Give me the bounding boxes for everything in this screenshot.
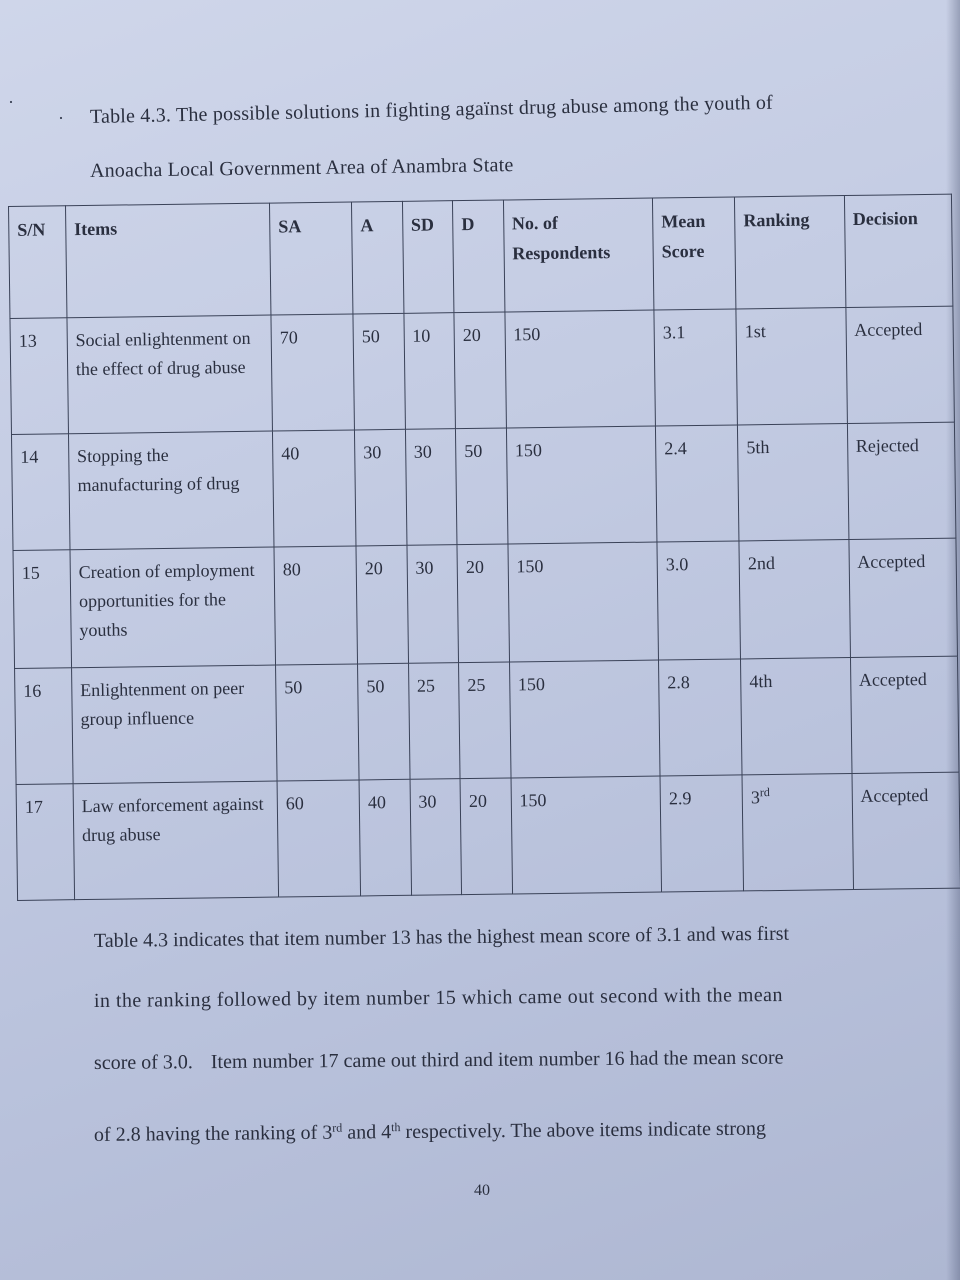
cell-item: Creation of employment opportunities for the youths	[70, 547, 276, 668]
cell-sd: 10	[404, 313, 456, 430]
paragraph-line-4	[94, 1118, 766, 1147]
cell-sn: 14	[11, 434, 69, 551]
results-table	[8, 194, 960, 901]
ranking-suffix: rd	[759, 785, 770, 800]
superscript-rd: rd	[332, 1120, 343, 1135]
paragraph-line-3-part-a: score of 3.0.	[93, 1051, 193, 1074]
table-header-row	[9, 194, 953, 318]
header-respondents-line-1: No. of	[511, 212, 559, 234]
table-row	[10, 306, 954, 434]
cell-decision: Accepted	[845, 306, 954, 423]
table-caption-line-2: Anoacha Local Government Area of Anambra State	[89, 154, 514, 182]
header-mean-line-1: Mean	[661, 210, 706, 232]
header-sd: SD	[402, 201, 454, 314]
cell-a: 50	[358, 663, 410, 780]
paragraph-line-4-part-c: respectively. The above items indicate strong	[400, 1117, 767, 1144]
cell-respondents: 150	[506, 426, 657, 544]
cell-sd: 30	[405, 429, 457, 546]
cell-ranking	[741, 658, 852, 775]
stray-dot: ·	[8, 92, 14, 112]
cell-respondents: 150	[508, 542, 659, 662]
cell-sa: 50	[276, 664, 360, 781]
cell-item: Social enlightenment on the effect of drug abuse	[67, 315, 273, 434]
table-row	[16, 772, 960, 900]
ranking-value: 1st	[744, 321, 766, 342]
cell-mean: 3.0	[657, 541, 741, 660]
paragraph-line-3	[94, 1047, 784, 1075]
paragraph-line-4-part-b: and 4	[342, 1121, 392, 1144]
cell-sn: 17	[16, 784, 74, 901]
table-caption-line-1: Table 4.3. The possible solutions in fighting agaïnst drug abuse among the youth of	[89, 91, 774, 128]
cell-respondents: 150	[505, 310, 656, 428]
stray-dot: ·	[58, 108, 64, 128]
cell-a: 20	[356, 545, 408, 664]
cell-sn: 15	[13, 550, 71, 669]
cell-d: 20	[460, 778, 512, 895]
header-mean-score	[653, 197, 737, 310]
cell-ranking	[742, 774, 853, 891]
paragraph-line-4-part-a: of 2.8 having the ranking of 3	[93, 1121, 333, 1146]
header-ranking: Ranking	[735, 196, 846, 309]
cell-sd: 30	[407, 545, 459, 664]
paragraph-line-1: Table 4.3 indicates that item number 13 has the highest mean score of 3.1 and was first	[93, 922, 790, 952]
cell-a: 50	[353, 313, 405, 430]
cell-sa: 60	[277, 780, 361, 897]
cell-item: Law enforcement against drug abuse	[73, 781, 279, 900]
ranking-value: 2nd	[747, 552, 776, 574]
cell-decision: Accepted	[852, 772, 960, 889]
results-table-wrapper	[8, 194, 960, 901]
cell-sd: 30	[410, 779, 462, 896]
cell-d: 50	[456, 428, 508, 545]
cell-item: Enlightenment on peer group influence	[71, 665, 277, 784]
cell-sa: 80	[274, 546, 358, 665]
ranking-value: 5th	[746, 437, 770, 458]
cell-ranking	[739, 540, 850, 659]
cell-d: 20	[457, 544, 509, 663]
header-sa: SA	[269, 202, 353, 315]
cell-mean: 2.4	[655, 425, 739, 542]
paragraph-line-2: in the ranking followed by item number 15 which came out second with the mean	[93, 983, 784, 1012]
header-decision: Decision	[844, 194, 953, 307]
header-sn: S/N	[9, 206, 67, 319]
cell-a: 30	[355, 429, 407, 546]
cell-item: Stopping the manufacturing of drug	[68, 431, 274, 550]
cell-decision: Rejected	[847, 422, 956, 539]
cell-d: 20	[454, 312, 506, 429]
header-a: A	[352, 201, 404, 314]
cell-decision: Accepted	[850, 656, 959, 773]
cell-sn: 13	[10, 318, 68, 435]
ranking-value: 3	[750, 787, 761, 808]
cell-d: 25	[459, 662, 511, 779]
superscript-th: th	[391, 1120, 401, 1135]
header-respondents	[503, 198, 654, 312]
cell-respondents: 150	[509, 660, 660, 778]
cell-mean: 2.8	[659, 659, 743, 776]
header-mean-line-2: Score	[661, 240, 705, 262]
cell-respondents: 150	[511, 776, 662, 894]
cell-a: 40	[359, 779, 411, 896]
cell-ranking	[736, 308, 847, 425]
paragraph-line-3-part-b: Item number 17 came out third and item number 16 had the mean score	[210, 1046, 784, 1074]
header-respondents-line-2: Respondents	[512, 242, 611, 264]
cell-decision: Accepted	[849, 538, 958, 657]
table-row	[11, 422, 955, 550]
page-number: 40	[474, 1182, 490, 1199]
cell-sa: 40	[272, 430, 356, 547]
cell-ranking	[738, 424, 849, 541]
header-items: Items	[65, 203, 271, 318]
cell-sa: 70	[271, 314, 355, 431]
cell-mean: 2.9	[660, 775, 744, 892]
cell-sd: 25	[408, 663, 460, 780]
header-d: D	[453, 200, 505, 313]
cell-sn: 16	[15, 668, 73, 785]
table-row	[13, 538, 957, 668]
table-row	[15, 656, 959, 784]
ranking-value: 4th	[749, 671, 773, 692]
cell-mean: 3.1	[654, 309, 738, 426]
